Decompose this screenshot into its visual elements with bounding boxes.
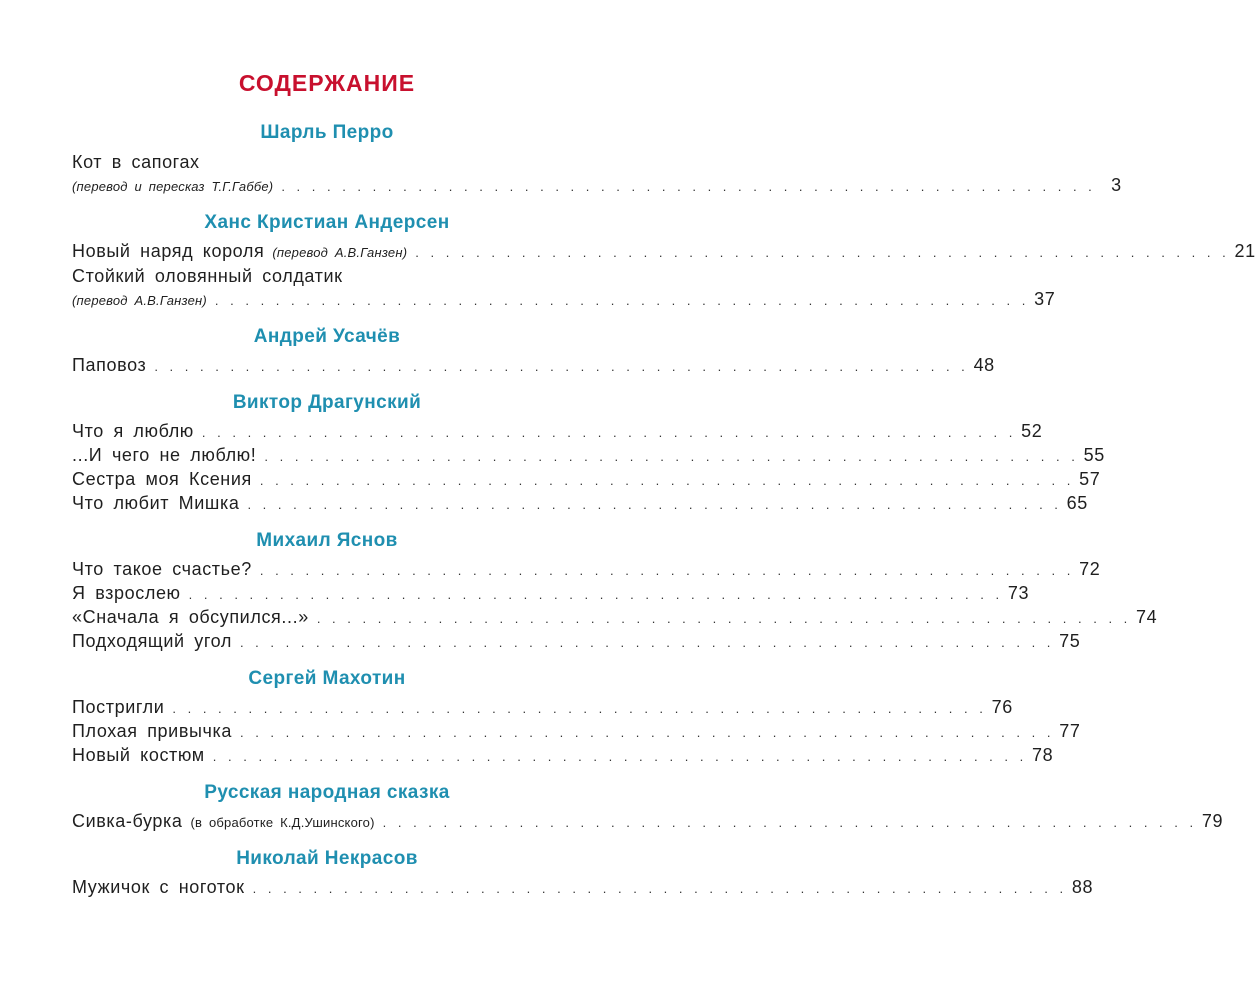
entry-title: Сивка-бурка: [72, 811, 183, 831]
page-number: 76: [991, 697, 1013, 717]
toc-section: [72, 320, 995, 378]
toc-section: [72, 206, 1256, 312]
author-name: Андрей Усачёв: [253, 326, 401, 347]
entry-title[interactable]: Стойкий оловянный солдатик: [72, 266, 343, 286]
entry-note: (в обработке К.Д.Ушинского): [190, 815, 375, 830]
toc-entry[interactable]: [72, 420, 1043, 444]
entry-title: Сестра моя Ксения: [72, 469, 252, 489]
toc-section: [72, 662, 1081, 768]
toc-entry[interactable]: [72, 354, 995, 378]
page-number: 79: [1201, 811, 1224, 831]
leader-dots: . . . . . . . . . . . . . . . . . . . . . . . . . . . . . . . . . . . . . . . . . . . . . . . . . . . . . .: [239, 725, 1053, 740]
page-number: 72: [1079, 559, 1101, 579]
toc-entry[interactable]: [72, 558, 1101, 582]
table-of-contents: [72, 116, 1256, 908]
entry-title: Мужичок с ноготок: [72, 877, 245, 897]
entry-note: (перевод А.В.Ганзен): [72, 293, 207, 308]
entry-title: Что любит Мишка: [72, 493, 240, 513]
toc-entry[interactable]: [72, 240, 1256, 264]
toc-entry[interactable]: [72, 720, 1081, 744]
toc-entry[interactable]: [72, 468, 1101, 492]
author-name: Михаил Яснов: [256, 530, 398, 551]
author-name: Шарль Перро: [260, 122, 394, 143]
leader-dots: . . . . . . . . . . . . . . . . . . . . . . . . . . . . . . . . . . . . . . . . . . . . . . . . . . . . . .: [214, 293, 1028, 308]
entry-title: Плохая привычка: [72, 721, 232, 741]
toc-section: [72, 116, 1122, 198]
author-name: Русская народная сказка: [204, 782, 450, 803]
entry-title: Подходящий угол: [72, 631, 232, 651]
toc-entry[interactable]: [72, 582, 1030, 606]
entry-title: Постригли: [72, 697, 165, 717]
toc-entry[interactable]: [72, 444, 1105, 468]
toc-entry[interactable]: [72, 174, 1122, 198]
toc-entry[interactable]: [72, 744, 1054, 768]
page-number: 37: [1034, 289, 1056, 309]
page-number: 55: [1083, 445, 1105, 465]
entry-note: (перевод А.В.Ганзен): [272, 245, 408, 260]
entry-title: Что такое счастье?: [72, 559, 252, 579]
page-number: 73: [1007, 583, 1030, 603]
entry-title: Новый костюм: [72, 745, 205, 765]
page-number: 78: [1032, 745, 1054, 765]
author-name: Николай Некрасов: [236, 848, 418, 869]
page-number: 65: [1066, 493, 1088, 513]
author-name: Ханс Кристиан Андерсен: [204, 212, 450, 233]
toc-entry[interactable]: [72, 492, 1088, 516]
leader-dots: . . . . . . . . . . . . . . . . . . . . . . . . . . . . . . . . . . . . . . . . . . . . . . . . . . . . . .: [382, 815, 1196, 830]
page-number: 57: [1079, 469, 1101, 489]
leader-dots: . . . . . . . . . . . . . . . . . . . . . . . . . . . . . . . . . . . . . . . . . . . . . . . . . . . . . .: [188, 587, 1002, 602]
page-number: 48: [973, 355, 995, 375]
leader-dots: . . . . . . . . . . . . . . . . . . . . . . . . . . . . . . . . . . . . . . . . . . . . . . . . . . . . . .: [212, 749, 1026, 764]
toc-entry[interactable]: [72, 288, 1056, 312]
leader-dots: . . . . . . . . . . . . . . . . . . . . . . . . . . . . . . . . . . . . . . . . . . . . . . . . . . . . . .: [259, 473, 1073, 488]
page-number: 74: [1136, 607, 1158, 627]
leader-dots: . . . . . . . . . . . . . . . . . . . . . . . . . . . . . . . . . . . . . . . . . . . . . . . . . . . . . .: [415, 245, 1228, 260]
page-number: 77: [1059, 721, 1081, 741]
toc-entry[interactable]: [72, 876, 1094, 900]
leader-dots: . . . . . . . . . . . . . . . . . . . . . . . . . . . . . . . . . . . . . . . . . . . . . . . . . . . . . .: [201, 425, 1015, 440]
toc-section: [72, 842, 1094, 900]
leader-dots: . . . . . . . . . . . . . . . . . . . . . . . . . . . . . . . . . . . . . . . . . . . . . . . . . . . . . .: [252, 881, 1066, 896]
entry-title: Паповоз: [72, 355, 147, 375]
toc-entry[interactable]: [72, 606, 1158, 630]
leader-dots: . . . . . . . . . . . . . . . . . . . . . . . . . . . . . . . . . . . . . . . . . . . . . . . . . . . . . .: [264, 449, 1077, 464]
leader-dots: . . . . . . . . . . . . . . . . . . . . . . . . . . . . . . . . . . . . . . . . . . . . . . . . . . . . . .: [172, 701, 985, 716]
author-name: Сергей Махотин: [248, 668, 406, 689]
entry-title: «Сначала я обсупился...»: [72, 607, 309, 627]
page-number: 21: [1234, 241, 1256, 261]
toc-section: [72, 524, 1158, 654]
entry-title[interactable]: Кот в сапогах: [72, 152, 200, 172]
page-number: 75: [1059, 631, 1081, 651]
toc-entry[interactable]: [72, 810, 1224, 834]
entry-note: (перевод и пересказ Т.Г.Габбе): [72, 179, 274, 194]
page-title: СОДЕРЖАНИЕ: [238, 70, 416, 96]
entry-title: Что я люблю: [72, 421, 194, 441]
leader-dots: . . . . . . . . . . . . . . . . . . . . . . . . . . . . . . . . . . . . . . . . . . . . . . . . . . . . . .: [281, 179, 1094, 194]
page-number: 3: [1111, 175, 1122, 195]
author-name: Виктор Драгунский: [232, 392, 422, 413]
toc-section: [72, 776, 1224, 834]
entry-title: Новый наряд короля: [72, 241, 265, 261]
entry-title: ...И чего не люблю!: [72, 445, 257, 465]
leader-dots: . . . . . . . . . . . . . . . . . . . . . . . . . . . . . . . . . . . . . . . . . . . . . . . . . . . . . .: [247, 497, 1060, 512]
leader-dots: . . . . . . . . . . . . . . . . . . . . . . . . . . . . . . . . . . . . . . . . . . . . . . . . . . . . . .: [259, 563, 1073, 578]
page-number: 88: [1071, 877, 1094, 897]
leader-dots: . . . . . . . . . . . . . . . . . . . . . . . . . . . . . . . . . . . . . . . . . . . . . . . . . . . . . .: [154, 359, 967, 374]
entry-title: Я взрослею: [72, 583, 181, 603]
page-number: 52: [1021, 421, 1043, 441]
leader-dots: . . . . . . . . . . . . . . . . . . . . . . . . . . . . . . . . . . . . . . . . . . . . . . . . . . . . . .: [239, 635, 1053, 650]
toc-entry[interactable]: [72, 696, 1013, 720]
toc-entry[interactable]: [72, 630, 1081, 654]
toc-section: [72, 386, 1105, 516]
leader-dots: . . . . . . . . . . . . . . . . . . . . . . . . . . . . . . . . . . . . . . . . . . . . . . . . . . . . . .: [316, 611, 1130, 626]
